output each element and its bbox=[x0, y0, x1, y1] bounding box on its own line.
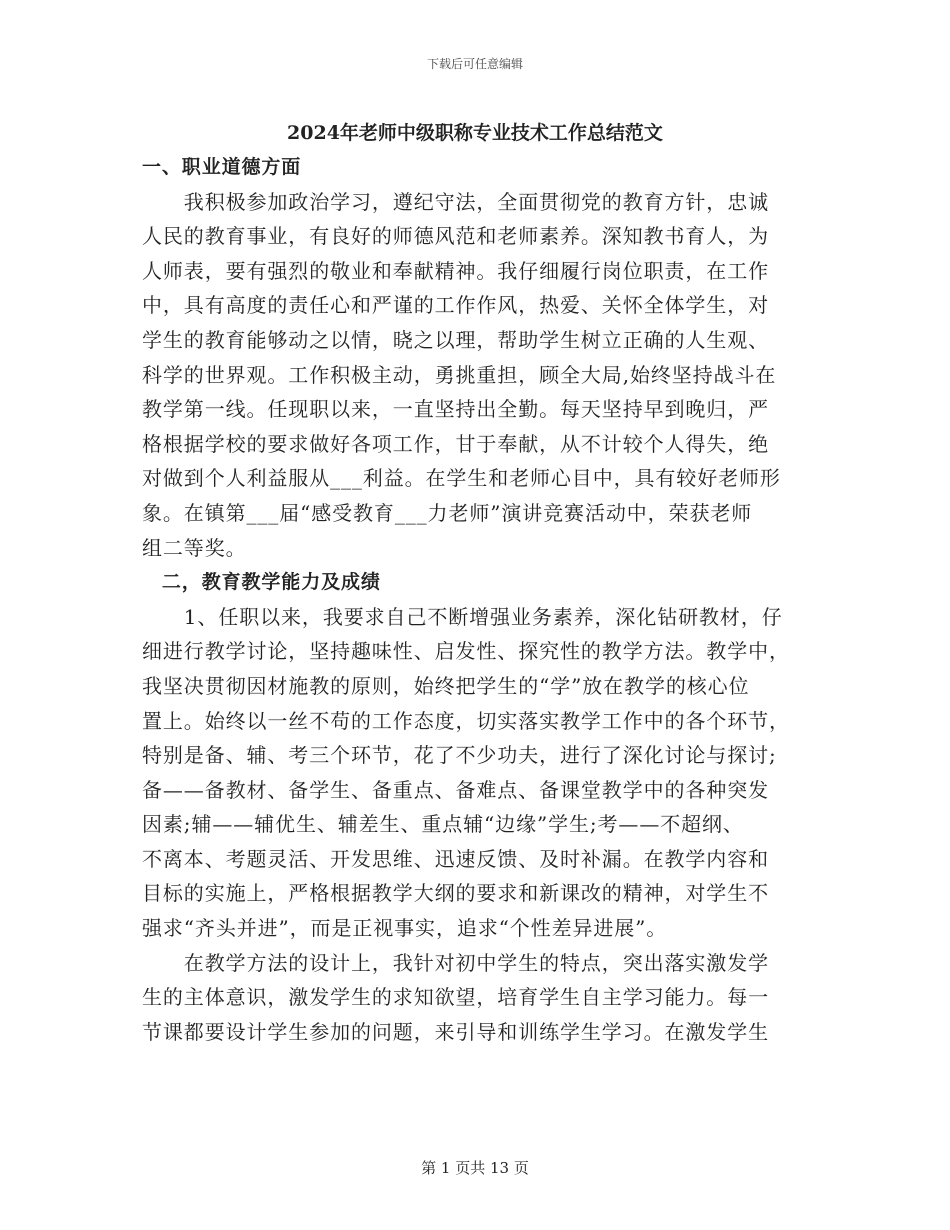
paragraph-line: 1、任职以来，我要求自己不断增强业务素养，深化钻研教材，仔 bbox=[142, 604, 783, 629]
paragraph-line: 在教学方法的设计上，我针对初中学生的特点，突出落实激发学 bbox=[142, 950, 769, 975]
paragraph-line: 学生的教育能够动之以情，晓之以理，帮助学生树立正确的人生观、 bbox=[142, 327, 769, 352]
section-heading: 一、职业道德方面 bbox=[142, 156, 302, 178]
paragraph-line: 特别是备、辅、考三个环节，花了不少功夫，进行了深化讨论与探讨; bbox=[142, 743, 777, 768]
paragraph-line: 不离本、考题灵活、开发思维、迅速反馈、及时补漏。在教学内容和 bbox=[142, 846, 769, 871]
paragraph-line: 我坚决贯彻因材施教的原则，始终把学生的“学”放在教学的核心位 bbox=[142, 673, 750, 698]
paragraph-line: 人师表，要有强烈的敬业和奉献精神。我仔细履行岗位职责，在工作 bbox=[142, 258, 769, 283]
paragraph-line: 格根据学校的要求做好各项工作，甘于奉献，从不计较个人得失，绝 bbox=[142, 431, 769, 456]
paragraph-line: 生的主体意识，激发学生的求知欲望，培育学生自主学习能力。每一 bbox=[142, 985, 769, 1010]
paragraph-line: 细进行教学讨论，坚持趣味性、启发性、探究性的教学方法。教学中， bbox=[142, 639, 790, 664]
header-note: 下载后可任意编辑 bbox=[426, 57, 523, 71]
paragraph-line: 组二等奖。 bbox=[142, 535, 247, 560]
document-title: 2024年老师中级职称专业技术工作总结范文 bbox=[287, 122, 663, 144]
paragraph-line: 人民的教育事业，有良好的师德风范和老师素养。深知教书育人，为 bbox=[142, 224, 769, 249]
paragraph-line: 教学第一线。任现职以来，一直坚持出全勤。每天坚持早到晚归，严 bbox=[142, 397, 769, 422]
paragraph-line: 我积极参加政治学习，遵纪守法，全面贯彻党的教育方针，忠诚 bbox=[142, 189, 769, 214]
paragraph-line: 强求“齐头并进”，而是正视事实，追求“个性差异进展”。 bbox=[142, 916, 668, 941]
paragraph-line: 象。在镇第___届“感受教育___力老师”演讲竞赛活动中，荣获老师 bbox=[142, 500, 753, 525]
paragraph-line: 科学的世界观。工作积极主动，勇挑重担，顾全大局,始终坚持战斗在 bbox=[142, 362, 777, 387]
paragraph-line: 置上。始终以一丝不苟的工作态度，切实落实教学工作中的各个环节， bbox=[142, 708, 790, 733]
section-heading: 二，教育教学能力及成绩 bbox=[142, 571, 381, 594]
paragraph-line: 备——备教材、备学生、备重点、备难点、备课堂教学中的各种突发 bbox=[142, 777, 769, 802]
paragraph-line: 因素;辅——辅优生、辅差生、重点辅“边缘”学生;考——不超纲、 bbox=[142, 812, 744, 837]
paragraph-line: 节课都要设计学生参加的问题，来引导和训练学生学习。在激发学生 bbox=[142, 1019, 769, 1044]
paragraph-line: 目标的实施上，严格根据教学大纲的要求和新课改的精神，对学生不 bbox=[142, 881, 769, 906]
page-footer: 第 1 页共 13 页 bbox=[421, 1159, 529, 1177]
paragraph-line: 中，具有高度的责任心和严谨的工作作风，热爱、关怀全体学生，对 bbox=[142, 293, 769, 318]
paragraph-line: 对做到个人利益服从___利益。在学生和老师心目中，具有较好老师形 bbox=[142, 466, 781, 491]
document-body bbox=[142, 150, 810, 1049]
